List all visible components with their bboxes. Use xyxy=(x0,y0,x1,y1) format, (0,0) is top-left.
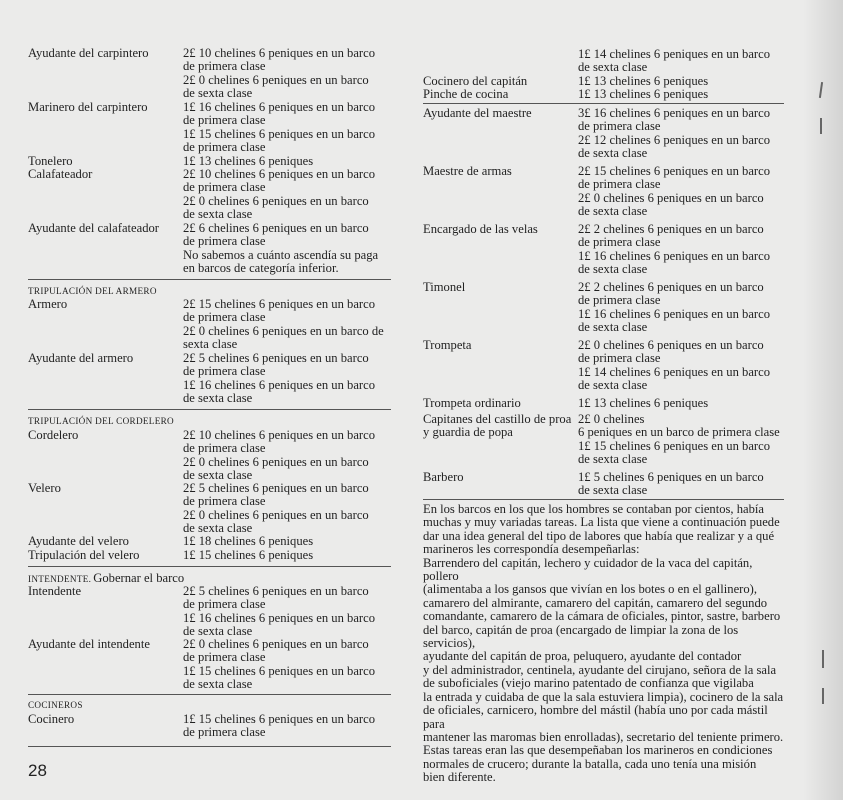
job-title: Armero xyxy=(28,297,68,311)
section-header: COCINEROS xyxy=(28,700,83,710)
job-title: Cocinero xyxy=(28,712,75,726)
pay-rate: 2£ 0 chelines 6 peniques en un barco de primera clase 1£ 15 chelines 6 peniques en un barco de sexta clase xyxy=(183,637,375,692)
pay-rate: 1£ 13 chelines 6 peniques xyxy=(183,154,314,168)
job-title: Ayudante del maestre xyxy=(423,106,532,120)
job-title: Intendente xyxy=(28,584,82,598)
section-header: TRIPULACIÓN DEL ARMERO xyxy=(28,286,157,296)
job-title: Tonelero xyxy=(28,154,73,168)
page-edge-shadow xyxy=(803,0,843,800)
pay-rate: 2£ 2 chelines 6 peniques en un barco de primera clase 1£ 16 chelines 6 peniques en un barco de sexta clase xyxy=(578,280,770,335)
section-divider xyxy=(28,279,391,280)
pay-rate: 1£ 14 chelines 6 peniques en un barco de sexta clase xyxy=(578,47,770,75)
margin-mark xyxy=(820,118,822,134)
pay-rate: 2£ 0 chelines 6 peniques en un barco de primera clase 1£ 15 chelines 6 peniques en un barco de sexta clase xyxy=(578,412,780,467)
job-title: Ayudante del calafateador xyxy=(28,221,160,235)
body-paragraph: En los barcos en los que los hombres se contaban por cientos, había muchas y muy variadas tareas. La lista que viene a continuación puede dar una idea general del tipo de labores que había que realizar y a qué marineros les correspondía desempeñarlas: Barrendero del capitán, lechero y cuidador de la vaca del capitán, pollero (alimentaba a los gansos que vivían en los botes o en el gallinero), camarero del almirante, camarero del capitán, camarero del segundo comandante, camarero de la cámara de oficiales, pintor, sastre, barbero del barco, capitán de proa (encargado de limpiar la zona de los servicios), ayudante del capitán de proa, peluquero, ayudante del contador y del administrador, centinela, ayudante del cirujano, señora de la sala de suboficiales (viejo marino patentado de confianza que vigilaba la entrada y cuidaba de que la sala estuviera limpia), cocinero de la sala de oficiales, carnicero, hombre del mástil (había uno por cada mástil para mantener las maromas bien enrolladas), secretario del teniente primero. Estas tareas eran las que desempeñaban los marineros en condiciones normales de crucero; durante la batalla, cada uno tenía una misión bien diferente. xyxy=(423,502,784,785)
job-title: Calafateador xyxy=(28,167,93,181)
section-divider xyxy=(28,746,391,747)
pay-rate: 1£ 13 chelines 6 peniques xyxy=(578,396,709,410)
section-divider xyxy=(28,566,391,567)
pay-rate: 2£ 10 chelines 6 peniques en un barco de primera clase 2£ 0 chelines 6 peniques en un barco de sexta clase xyxy=(183,428,375,483)
job-title: Ayudante del armero xyxy=(28,351,134,365)
pay-rate: 1£ 18 chelines 6 peniques xyxy=(183,534,314,548)
job-title: Cocinero del capitán xyxy=(423,74,528,88)
section-header-subtitle: Gobernar el barco xyxy=(93,571,185,585)
job-title: Trompeta xyxy=(423,338,472,352)
job-title: Velero xyxy=(28,481,61,495)
margin-mark xyxy=(822,688,824,704)
pay-rate: 1£ 16 chelines 6 peniques en un barco de primera clase 1£ 15 chelines 6 peniques en un barco de primera clase xyxy=(183,100,375,155)
job-title: Trompeta ordinario xyxy=(423,396,521,410)
job-title: Cordelero xyxy=(28,428,79,442)
section-header: TRIPULACIÓN DEL CORDELERO xyxy=(28,416,174,426)
pay-rate: 3£ 16 chelines 6 peniques en un barco de primera clase 2£ 12 chelines 6 peniques en un barco de sexta clase xyxy=(578,106,770,161)
page-number: 28 xyxy=(28,761,47,780)
job-title: Ayudante del carpintero xyxy=(28,46,149,60)
pay-rate: 2£ 5 chelines 6 peniques en un barco de primera clase 1£ 16 chelines 6 peniques en un barco de sexta clase xyxy=(183,351,375,406)
pay-rate: 2£ 10 chelines 6 peniques en un barco de primera clase 2£ 0 chelines 6 peniques en un barco de sexta clase xyxy=(183,46,375,101)
job-title: Tripulación del velero xyxy=(28,548,140,562)
job-title: Barbero xyxy=(423,470,464,484)
job-title: Ayudante del velero xyxy=(28,534,129,548)
job-title: Ayudante del intendente xyxy=(28,637,150,651)
job-title: Maestre de armas xyxy=(423,164,512,178)
pay-rate: 1£ 13 chelines 6 peniques xyxy=(578,74,709,88)
pay-rate: 2£ 2 chelines 6 peniques en un barco de primera clase 1£ 16 chelines 6 peniques en un barco de sexta clase xyxy=(578,222,770,277)
section-divider xyxy=(28,694,391,695)
pay-rate: 1£ 15 chelines 6 peniques en un barco de primera clase xyxy=(183,712,375,740)
job-title: Capitanes del castillo de proa y guardia de popa xyxy=(423,412,572,440)
job-title: Encargado de las velas xyxy=(423,222,538,236)
pay-rate: 1£ 13 chelines 6 peniques xyxy=(578,87,709,101)
pay-rate: 2£ 15 chelines 6 peniques en un barco de primera clase 2£ 0 chelines 6 peniques en un barco de sexta clase xyxy=(578,164,770,219)
margin-mark xyxy=(822,650,824,668)
section-header-label: INTENDENTE. xyxy=(28,574,92,584)
section-divider xyxy=(28,409,391,410)
section-divider xyxy=(423,103,784,104)
pay-rate: 2£ 5 chelines 6 peniques en un barco de primera clase 2£ 0 chelines 6 peniques en un barco de sexta clase xyxy=(183,481,369,536)
pay-rate: 1£ 15 chelines 6 peniques xyxy=(183,548,314,562)
pay-rate: 1£ 5 chelines 6 peniques en un barco de sexta clase xyxy=(578,470,764,498)
pay-rate: 2£ 10 chelines 6 peniques en un barco de primera clase 2£ 0 chelines 6 peniques en un barco de sexta clase xyxy=(183,167,375,222)
pay-rate: 2£ 6 chelines 6 peniques en un barco de primera clase No sabemos a cuánto ascendía su paga en barcos de categoría inferior. xyxy=(183,221,379,276)
pay-rate: 2£ 0 chelines 6 peniques en un barco de primera clase 1£ 14 chelines 6 peniques en un barco de sexta clase xyxy=(578,338,770,393)
job-title: Timonel xyxy=(423,280,466,294)
pay-rate: 2£ 5 chelines 6 peniques en un barco de primera clase 1£ 16 chelines 6 peniques en un barco de sexta clase xyxy=(183,584,375,639)
pay-rate: 2£ 15 chelines 6 peniques en un barco de primera clase 2£ 0 chelines 6 peniques en un barco de sexta clase xyxy=(183,297,384,352)
section-divider xyxy=(423,499,784,500)
job-title: Pinche de cocina xyxy=(423,87,509,101)
job-title: Marinero del carpintero xyxy=(28,100,148,114)
